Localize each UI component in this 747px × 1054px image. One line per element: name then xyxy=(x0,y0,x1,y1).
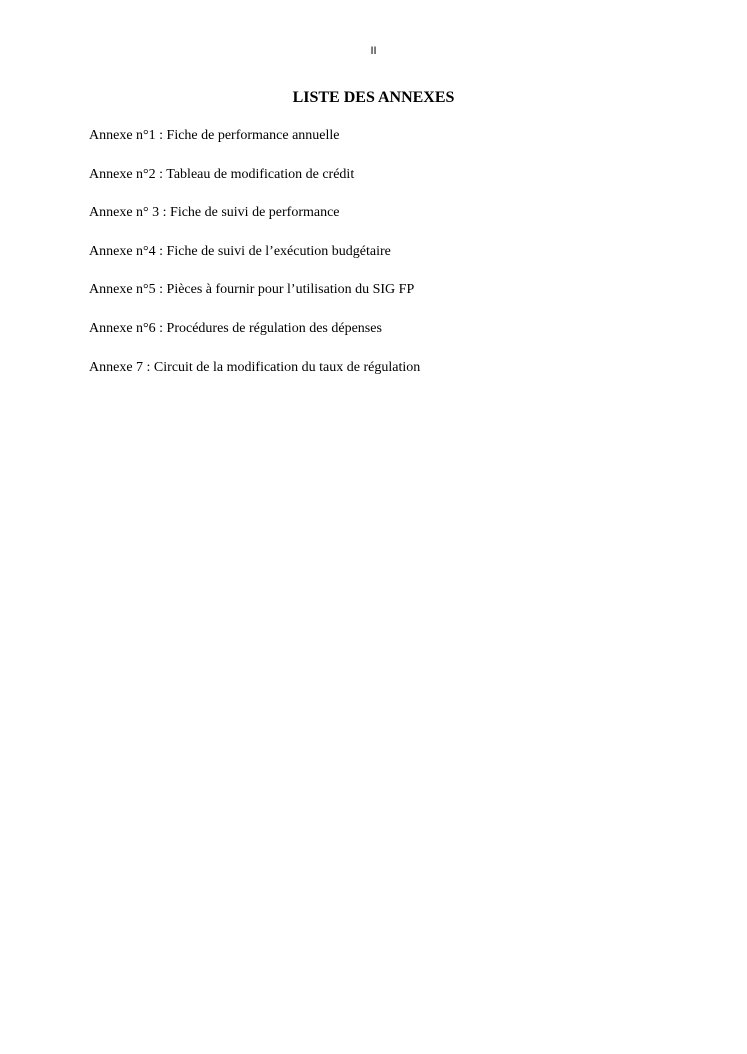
annex-item-3: Annexe n° 3 : Fiche de suivi de performance xyxy=(89,205,340,221)
annex-item-6: Annexe n°6 : Procédures de régulation des dépenses xyxy=(89,320,382,336)
annex-item-2: Annexe n°2 : Tableau de modification de crédit xyxy=(89,166,355,182)
annex-item-5: Annexe n°5 : Pièces à fournir pour l’utilisation du SIG FP xyxy=(89,282,415,298)
annex-list xyxy=(89,127,709,397)
annex-item-7: Annexe 7 : Circuit de la modification du taux de régulation xyxy=(89,359,421,375)
page-number: II xyxy=(370,45,377,57)
annex-item-4: Annexe n°4 : Fiche de suivi de l’exécution budgétaire xyxy=(89,243,391,259)
annex-item-1: Annexe n°1 : Fiche de performance annuelle xyxy=(89,128,340,143)
page-title: LISTE DES ANNEXES xyxy=(292,89,455,106)
